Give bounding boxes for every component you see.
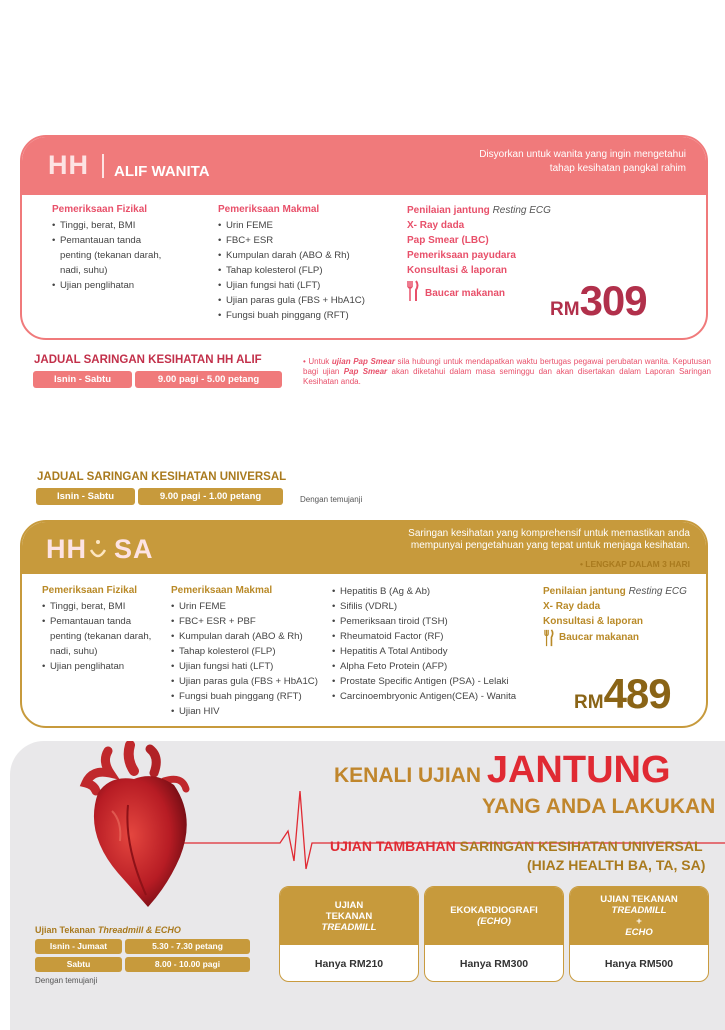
fork-knife-icon — [406, 280, 420, 302]
alif-schedule-hours: 9.00 pagi - 5.00 petang — [135, 371, 282, 388]
package-name: SA — [114, 534, 154, 564]
makmal-title: Pemeriksaan Makmal — [218, 204, 320, 215]
fork-knife-icon — [542, 629, 556, 647]
fizikal-list — [52, 218, 161, 293]
list-item: • Alpha Feto Protein (AFP) — [332, 659, 516, 674]
treadmill-appointment-note: Dengan temujanji — [35, 976, 98, 985]
makmal-list — [171, 599, 318, 719]
treadmill-saturday: Sabtu — [35, 957, 122, 972]
pap-smear-note: • Untuk ujian Pap Smear sila hubungi untuk mendapatkan waktu bertugas pegawai perubatan wanita. Keputusan bagi ujian Pap Smear akan diketahui dalam masa seminggu dan akan disertakan dalam Laporan Saringan Kesihatan anda. — [303, 357, 711, 386]
list-item: • Prostate Specific Antigen (PSA) - Lelaki — [332, 674, 516, 689]
hh-logo: HH — [46, 534, 87, 564]
complete-badge: • LENGKAP DALAM 3 HARI — [579, 559, 690, 569]
fizikal-list — [42, 599, 151, 674]
list-item: • FBC+ ESR — [218, 233, 365, 248]
list-item: nadi, suhu) — [60, 265, 108, 276]
fizikal-title: Pemeriksaan Fizikal — [42, 585, 138, 596]
treadmill-weekday-hours: 5.30 - 7.30 petang — [125, 939, 250, 954]
highlights-list — [407, 203, 551, 278]
list-item: • Kumpulan darah (ABO & Rh) — [171, 629, 318, 644]
price-sa: RM489 — [574, 670, 671, 717]
price-alif: RM309 — [550, 277, 647, 324]
list-item: • Pemantauan tanda — [52, 233, 161, 248]
list-item: • Hepatitis B (Ag & Ab) — [332, 584, 516, 599]
list-item: • Ujian penglihatan — [42, 659, 151, 674]
list-item: penting (tekanan darah, — [50, 631, 152, 642]
baucar-label: Baucar makanan — [425, 288, 506, 299]
jantung-item: Penilaian jantung Resting ECG — [543, 586, 687, 597]
list-item: • Tinggi, berat, BMI — [52, 218, 161, 233]
alif-schedule-days: Isnin - Sabtu — [33, 371, 132, 388]
list-item: • Sifilis (VDRL) — [332, 599, 516, 614]
list-item: • Ujian fungsi hati (LFT) — [171, 659, 318, 674]
package-description: Disyorkan untuk wanita yang ingin mengetahui tahap kesihatan pangkal rahim — [479, 149, 686, 174]
list-item: • Tinggi, berat, BMI — [42, 599, 151, 614]
jantung-section — [10, 741, 725, 1030]
list-item: • Ujian penglihatan — [52, 278, 161, 293]
list-item: • Fungsi buah pinggang (RFT) — [218, 308, 365, 323]
kenali-heading: KENALI UJIAN JANTUNG — [334, 749, 671, 791]
treadmill-weekday: Isnin - Jumaat — [35, 939, 122, 954]
list-item: • Urin FEME — [171, 599, 318, 614]
logo-divider — [102, 154, 104, 178]
appointment-note: Dengan temujanji — [300, 495, 363, 504]
list-item: • Ujian paras gula (FBS + HbA1C) — [171, 674, 318, 689]
package-description: Saringan kesihatan yang komprehensif untuk memastikan anda mempunyai pengetahuan yang tepat untuk menjaga kesihatan. — [408, 528, 690, 551]
list-item: • Pemeriksaan tiroid (TSH) — [332, 614, 516, 629]
alif-card-header — [22, 137, 706, 195]
treadmill-echo-box: UJIAN TEKANAN TREADMILL + ECHO Hanya RM500 — [569, 886, 709, 982]
list-item: • Pemantauan tanda — [42, 614, 151, 629]
jantung-item: Penilaian jantung Resting ECG — [407, 205, 551, 216]
baucar-label: Baucar makanan — [559, 632, 640, 643]
list-item: penting (tekanan darah, — [60, 250, 162, 261]
treadmill-echo-price: Hanya RM500 — [604, 958, 674, 970]
sa-logo-mark-icon — [89, 538, 107, 562]
list-item: Konsultasi & laporan — [543, 616, 644, 627]
ujian-tambahan-title: UJIAN TAMBAHAN SARINGAN KESIHATAN UNIVERSAL — [330, 838, 703, 854]
treadmill-box: UJIAN TEKANAN TREADMILL Hanya RM210 — [279, 886, 419, 982]
package-name: ALIF WANITA — [114, 163, 210, 180]
kenali-subheading: YANG ANDA LAKUKAN — [482, 795, 716, 818]
list-item: • Carcinoembryonic Antigen(CEA) - Wanita — [332, 689, 516, 704]
sa-card — [20, 520, 708, 728]
hh-logo: HH — [48, 150, 89, 180]
echo-box: EKOKARDIOGRAFI (ECHO) Hanya RM300 — [424, 886, 564, 982]
ujian-tambahan-subtitle: (HIAZ HEALTH BA, TA, SA) — [527, 857, 706, 873]
makmal-list-extra — [332, 584, 516, 704]
list-item: • Tahap kolesterol (FLP) — [218, 263, 365, 278]
universal-schedule-days: Isnin - Sabtu — [36, 488, 135, 505]
makmal-title: Pemeriksaan Makmal — [171, 585, 273, 596]
makmal-list — [218, 218, 365, 323]
treadmill-price: Hanya RM210 — [314, 958, 384, 970]
universal-schedule-hours: 9.00 pagi - 1.00 petang — [138, 488, 283, 505]
alif-schedule-title: JADUAL SARINGAN KESIHATAN HH ALIF — [34, 354, 262, 366]
list-item: • Urin FEME — [218, 218, 365, 233]
list-item: • Tahap kolesterol (FLP) — [171, 644, 318, 659]
list-item: Pap Smear (LBC) — [407, 235, 489, 246]
highlights-list — [543, 584, 687, 629]
treadmill-schedule-title: Ujian Tekanan Threadmill & ECHO — [35, 925, 181, 935]
list-item: • FBC+ ESR + PBF — [171, 614, 318, 629]
universal-schedule-title: JADUAL SARINGAN KESIHATAN UNIVERSAL — [37, 471, 287, 483]
alif-wanita-card — [20, 135, 708, 340]
treadmill-saturday-hours: 8.00 - 10.00 pagi — [125, 957, 250, 972]
list-item: Konsultasi & laporan — [407, 265, 508, 276]
list-item: • Ujian paras gula (FBS + HbA1C) — [218, 293, 365, 308]
echo-price: Hanya RM300 — [459, 958, 529, 970]
list-item: Pemeriksaan payudara — [407, 250, 516, 261]
list-item: • Rheumatoid Factor (RF) — [332, 629, 516, 644]
heart-illustration-icon — [68, 741, 198, 911]
list-item: nadi, suhu) — [50, 646, 98, 657]
list-item: • Hepatitis A Total Antibody — [332, 644, 516, 659]
list-item: • Fungsi buah pinggang (RFT) — [171, 689, 318, 704]
list-item: • Kumpulan darah (ABO & Rh) — [218, 248, 365, 263]
list-item: X- Ray dada — [407, 220, 465, 231]
fizikal-title: Pemeriksaan Fizikal — [52, 204, 148, 215]
list-item: X- Ray dada — [543, 601, 601, 612]
list-item: • Ujian fungsi hati (LFT) — [218, 278, 365, 293]
list-item: • Ujian HIV — [171, 704, 318, 719]
